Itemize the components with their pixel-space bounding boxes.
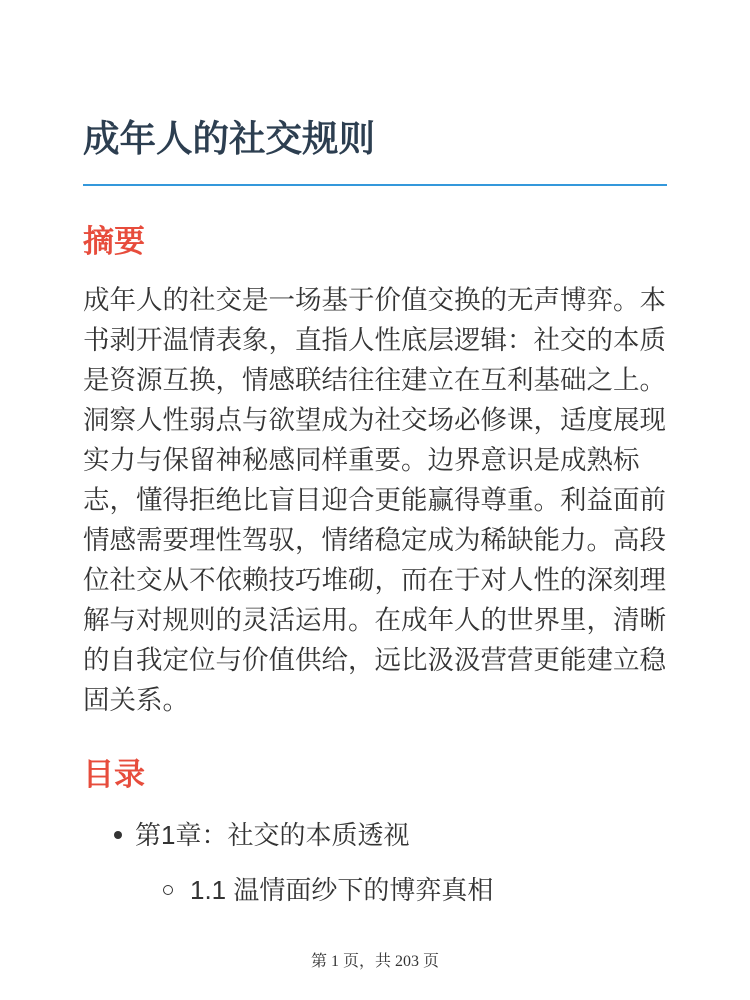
toc-section-1-1: 1.1 温情面纱下的博弈真相 xyxy=(190,875,494,905)
document-title: 成年人的社交规则 xyxy=(83,118,375,159)
toc-chapter-1: 第1章：社交的本质透视 xyxy=(135,820,410,850)
filled-circle-bullet-icon xyxy=(114,831,122,839)
title-divider xyxy=(83,184,667,186)
page-number-footer: 第 1 页，共 203 页 xyxy=(310,953,439,970)
abstract-heading: 摘要 xyxy=(83,224,145,259)
abstract-paragraph: 成年人的社交是一场基于价值交换的无声博弈。本书剥开温情表象，直指人性底层逻辑：社交的本质是资源互换，情感联结往往建立在互利基础之上。洞察人性弱点与欲望成为社交场必修课，适度展现实力与保留神秘感同样重要。边界意识是成熟标志，懂得拒绝比盲目迎合更能赢得尊重。利益面前情感需要理性驾驭，情绪稳定成为稀缺能力。高段位社交从不依赖技巧堆砌，而在于对人性的深刻理解与对规则的灵活运用。在成年人的世界里，清晰的自我定位与价值供给，远比汲汲营营更能建立稳固关系。 xyxy=(83,285,666,715)
hollow-circle-bullet-icon xyxy=(163,885,173,895)
toc-heading: 目录 xyxy=(83,757,145,792)
